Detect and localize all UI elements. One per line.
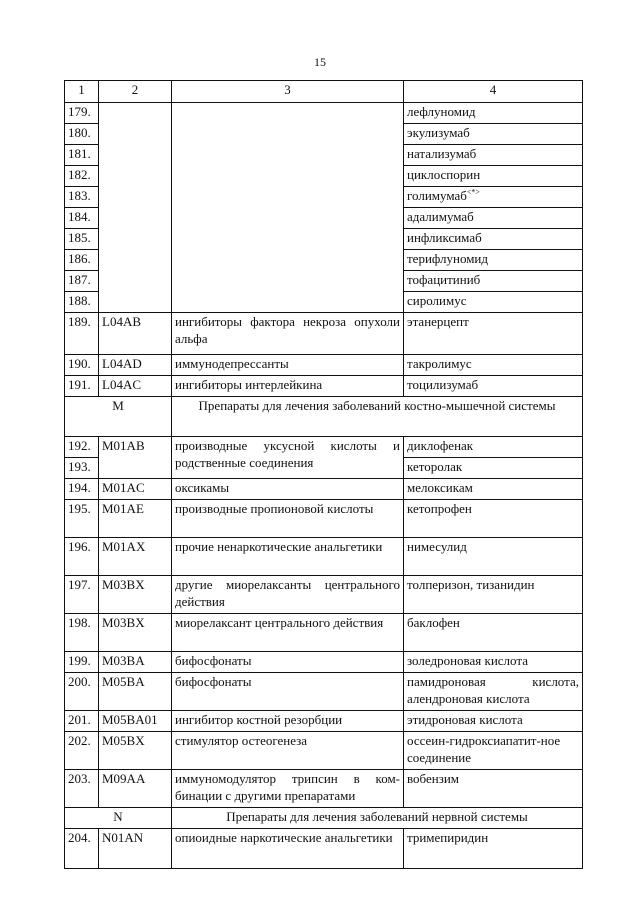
atc-code: N01AN [99,829,172,869]
drug-name: инфликсимаб [404,229,583,250]
row-number: 187. [65,271,99,292]
atc-code: M05BA01 [99,711,172,732]
drug-group: ингибиторы интерлейкина [172,376,404,397]
table-header-row [65,81,583,103]
row-number: 202. [65,732,99,770]
table-row [65,614,583,652]
drug-name: оссеин-гидроксиапатит-ное соединение [404,732,583,770]
drug-group: иммунодепрессанты [172,355,404,376]
drug-name-text: голимумаб [407,188,467,203]
row-number: 203. [65,770,99,808]
section-title: Препараты для лечения заболеваний костно-мышечной системы [172,397,583,437]
drug-name: тоцилизумаб [404,376,583,397]
row-number: 190. [65,355,99,376]
row-number: 185. [65,229,99,250]
drug-group: бифосфонаты [172,652,404,673]
table-row [65,355,583,376]
footnote-mark: <*> [466,187,480,197]
drug-name: лефлуномид [404,103,583,124]
row-number: 200. [65,673,99,711]
row-number: 184. [65,208,99,229]
drug-name: баклофен [404,614,583,652]
drug-name: этанерцепт [404,313,583,355]
drug-name: кетопрофен [404,500,583,538]
header-cell: 3 [172,81,404,103]
drug-name: терифлуномид [404,250,583,271]
section-code: N [65,808,172,829]
atc-code: M05BX [99,732,172,770]
drug-name: толперизон, тизанидин [404,576,583,614]
header-cell: 1 [65,81,99,103]
atc-code: L04AC [99,376,172,397]
drug-group: ингибитор костной резорбции [172,711,404,732]
table-row [65,538,583,576]
drug-name [404,187,583,208]
drug-name: кеторолак [404,458,583,479]
atc-code: L04AD [99,355,172,376]
table-row [65,711,583,732]
medication-table [64,80,583,869]
table-row [65,437,583,458]
atc-code: M03BX [99,576,172,614]
drug-name: нимесулид [404,538,583,576]
row-number: 180. [65,124,99,145]
drug-group: иммуномодулятор трипсин в ком-бинации с другими препаратами [172,770,404,808]
table-row [65,652,583,673]
row-number: 199. [65,652,99,673]
table-row [65,770,583,808]
drug-name: тофацитиниб [404,271,583,292]
drug-group: оксикамы [172,479,404,500]
drug-name: тримепиридин [404,829,583,869]
drug-group: другие миорелаксанты центрального действия [172,576,404,614]
table-row [65,673,583,711]
section-row-n [65,808,583,829]
drug-name: адалимумаб [404,208,583,229]
header-cell: 4 [404,81,583,103]
table-row [65,732,583,770]
group-cell [172,103,404,313]
drug-group: бифосфонаты [172,673,404,711]
drug-group: стимулятор остеогенеза [172,732,404,770]
row-number: 192. [65,437,99,458]
drug-group: опиоидные наркотические анальгетики [172,829,404,869]
table-row [65,500,583,538]
drug-name: вобензим [404,770,583,808]
table-row [65,313,583,355]
row-number: 194. [65,479,99,500]
section-code: M [65,397,172,437]
row-number: 198. [65,614,99,652]
atc-code: M05BA [99,673,172,711]
table-row [65,829,583,869]
atc-code: M01AB [99,437,172,479]
drug-name: золедроновая кислота [404,652,583,673]
table-row [65,376,583,397]
table-row [65,103,583,124]
row-number: 197. [65,576,99,614]
row-number: 179. [65,103,99,124]
row-number: 196. [65,538,99,576]
atc-code: M01AX [99,538,172,576]
row-number: 204. [65,829,99,869]
row-number: 189. [65,313,99,355]
row-number: 181. [65,145,99,166]
drug-group: производные пропионовой кислоты [172,500,404,538]
drug-group: ингибиторы фактора некроза опухоли альфа [172,313,404,355]
atc-code: M03BX [99,614,172,652]
atc-code-cell [99,103,172,313]
section-row-m [65,397,583,437]
drug-name: циклоспорин [404,166,583,187]
drug-name: сиролимус [404,292,583,313]
drug-name: этидроновая кислота [404,711,583,732]
row-number: 201. [65,711,99,732]
row-number: 183. [65,187,99,208]
drug-name: памидроновая кислота, алендроновая кислота [404,673,583,711]
row-number: 188. [65,292,99,313]
drug-name: натализумаб [404,145,583,166]
drug-name: диклофенак [404,437,583,458]
atc-code: M01AC [99,479,172,500]
atc-code: L04AB [99,313,172,355]
drug-group: миорелаксант центрального действия [172,614,404,652]
header-cell: 2 [99,81,172,103]
atc-code: M09AA [99,770,172,808]
section-title: Препараты для лечения заболеваний нервной системы [172,808,583,829]
atc-code: M03BA [99,652,172,673]
row-number: 182. [65,166,99,187]
drug-name: мелоксикам [404,479,583,500]
page-number: 15 [314,55,326,69]
drug-name: экулизумаб [404,124,583,145]
drug-group: производные уксусной кислоты и родственные соединения [172,437,404,479]
row-number: 186. [65,250,99,271]
row-number: 193. [65,458,99,479]
row-number: 195. [65,500,99,538]
row-number: 191. [65,376,99,397]
drug-name: такролимус [404,355,583,376]
atc-code: M01AE [99,500,172,538]
table-row [65,576,583,614]
drug-group: прочие ненаркотические анальгетики [172,538,404,576]
table-row [65,479,583,500]
